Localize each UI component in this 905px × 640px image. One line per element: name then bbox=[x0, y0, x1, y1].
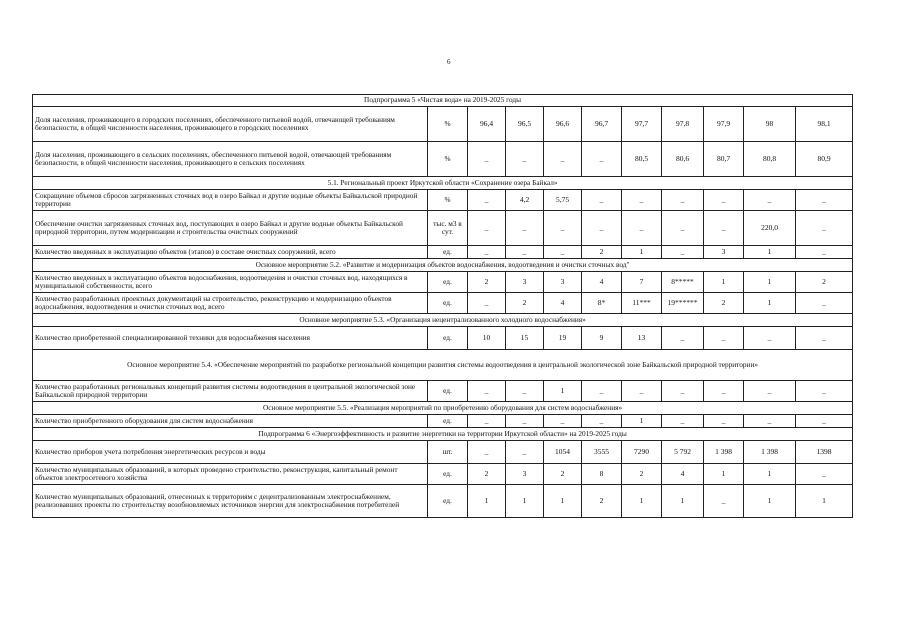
indicator-value: _ bbox=[744, 415, 796, 428]
indicator-value: _ bbox=[506, 441, 544, 464]
table-row bbox=[33, 381, 853, 402]
indicator-value: 97,9 bbox=[704, 107, 744, 142]
indicator-unit: ед. bbox=[428, 293, 468, 314]
indicator-value: 80,7 bbox=[704, 142, 744, 177]
indicator-value: 9 bbox=[582, 327, 622, 350]
indicator-name: Сокращение объемов сбросов загрязненных сточных вод в озеро Байкал и другие водные объекты Байкальской природной территории bbox=[33, 190, 428, 211]
indicator-value: 1 bbox=[744, 464, 796, 485]
section-header-row bbox=[33, 428, 853, 441]
indicator-name: Обеспечение очистки загрязненных сточных вод, поступающих в озеро Байкал и другие водные объекты Байкальской природной территории, путем модернизации и строительства очистных сооружений bbox=[33, 211, 428, 246]
indicator-value: _ bbox=[744, 381, 796, 402]
indicator-value: _ bbox=[704, 190, 744, 211]
indicator-value: 1 bbox=[704, 272, 744, 293]
indicator-value: 80,6 bbox=[662, 142, 704, 177]
indicator-unit: ед. bbox=[428, 272, 468, 293]
indicator-value: _ bbox=[796, 327, 853, 350]
indicator-value: 1 bbox=[622, 415, 662, 428]
section-header-row bbox=[33, 314, 853, 327]
indicator-value: _ bbox=[704, 415, 744, 428]
indicator-unit: тыс. м3 в сут. bbox=[428, 211, 468, 246]
indicator-unit: ед. bbox=[428, 327, 468, 350]
indicator-value: _ bbox=[704, 381, 744, 402]
indicator-value: 1 bbox=[704, 464, 744, 485]
indicator-value: _ bbox=[622, 211, 662, 246]
indicator-value: 3 bbox=[704, 246, 744, 259]
indicator-value: 80,9 bbox=[796, 142, 853, 177]
section-title: Основное мероприятие 5.4. «Обеспечение мероприятий по разработке региональной концепции развития системы водоотведения в центральной экологической зоне Байкальской природной территории» bbox=[33, 350, 853, 381]
indicator-value: 1 398 bbox=[704, 441, 744, 464]
indicator-value: _ bbox=[796, 381, 853, 402]
indicator-value: 80,8 bbox=[744, 142, 796, 177]
indicator-value: 19 bbox=[544, 327, 582, 350]
section-title: Подпрограмма 6 «Энергоэффективность и развитие энергетики на территории Иркутской области» на 2019-2025 годы bbox=[33, 428, 853, 441]
section-title: Основное мероприятие 5.3. «Организация нецентрализованного холодного водоснабжения» bbox=[33, 314, 853, 327]
indicator-unit: ед. bbox=[428, 381, 468, 402]
indicator-value: _ bbox=[662, 415, 704, 428]
indicator-unit: % bbox=[428, 107, 468, 142]
table-row bbox=[33, 190, 853, 211]
indicator-unit: ед. bbox=[428, 415, 468, 428]
indicator-value: _ bbox=[582, 190, 622, 211]
indicator-value: 3555 bbox=[582, 441, 622, 464]
section-title: 5.1. Региональный проект Иркутской области «Сохранение озера Байкал» bbox=[33, 177, 853, 190]
indicator-value: _ bbox=[506, 415, 544, 428]
indicator-value: 2 bbox=[506, 293, 544, 314]
table-row bbox=[33, 464, 853, 485]
indicator-value: 13 bbox=[622, 327, 662, 350]
indicator-name: Количество приобретенного оборудования для систем водоснабжения bbox=[33, 415, 428, 428]
indicator-value: _ bbox=[796, 415, 853, 428]
indicator-value: 2 bbox=[796, 272, 853, 293]
indicator-value: _ bbox=[582, 415, 622, 428]
indicator-value: 3 bbox=[506, 272, 544, 293]
indicator-value: _ bbox=[544, 211, 582, 246]
indicator-value: _ bbox=[662, 190, 704, 211]
table-row bbox=[33, 142, 853, 177]
table-row bbox=[33, 327, 853, 350]
indicator-name: Количество введенных в эксплуатацию объектов (этапов) в составе очистных сооружений, всего bbox=[33, 246, 428, 259]
indicator-value: _ bbox=[662, 327, 704, 350]
section-header-row bbox=[33, 402, 853, 415]
indicator-value: 96,5 bbox=[506, 107, 544, 142]
indicator-value: 2 bbox=[544, 464, 582, 485]
section-title: Подпрограмма 5 «Чистая вода» на 2019-2025 годы bbox=[33, 95, 853, 107]
indicator-value: 1 bbox=[506, 485, 544, 518]
section-header-row bbox=[33, 259, 853, 272]
table-row bbox=[33, 211, 853, 246]
indicator-value: _ bbox=[468, 441, 506, 464]
indicator-value: 2 bbox=[582, 485, 622, 518]
section-title: Основное мероприятие 5.2. «Развитие и модернизация объектов водоснабжения, водоотведения и очистки сточных вод" bbox=[33, 259, 853, 272]
indicator-value: 19****** bbox=[662, 293, 704, 314]
indicator-value: _ bbox=[468, 211, 506, 246]
indicator-value: 4,2 bbox=[506, 190, 544, 211]
indicator-unit: % bbox=[428, 190, 468, 211]
indicator-name: Количество приобретенной специализированной техники для водоснабжения населения bbox=[33, 327, 428, 350]
indicator-value: _ bbox=[468, 381, 506, 402]
section-title: Основное мероприятие 5.5. «Реализация мероприятий по приобретению оборудования для систем водоснабжения» bbox=[33, 402, 853, 415]
indicators-table bbox=[32, 94, 853, 518]
indicator-value: 96,4 bbox=[468, 107, 506, 142]
indicator-value: 1 bbox=[744, 293, 796, 314]
indicator-value: _ bbox=[704, 211, 744, 246]
indicator-unit: ед. bbox=[428, 246, 468, 259]
indicator-value: 1 bbox=[544, 381, 582, 402]
indicator-value: _ bbox=[796, 293, 853, 314]
table-row bbox=[33, 107, 853, 142]
indicator-value: 98 bbox=[744, 107, 796, 142]
indicator-name: Количество введенных в эксплуатацию объектов водоснабжения, водоотведения и очистки сточных вод, находящихся в муниципальной собственности, всего bbox=[33, 272, 428, 293]
indicator-name: Доля населения, проживающего в городских поселениях, обеспеченного питьевой водой, отвечающей требованиям безопасности, в общей численности населения, проживающего в городских поселениях bbox=[33, 107, 428, 142]
indicator-value: 1 bbox=[744, 485, 796, 518]
section-header-row bbox=[33, 177, 853, 190]
indicator-name: Количество муниципальных образований, в которых проведено строительство, реконструкция, капитальный ремонт объектов электросетевого хозяйства bbox=[33, 464, 428, 485]
indicator-value: _ bbox=[662, 381, 704, 402]
indicator-unit: % bbox=[428, 142, 468, 177]
indicator-value: _ bbox=[704, 327, 744, 350]
indicator-value: 220,0 bbox=[744, 211, 796, 246]
indicator-value: _ bbox=[506, 211, 544, 246]
indicator-unit: ед. bbox=[428, 464, 468, 485]
indicator-name: Доля населения, проживающего в сельских поселениях, обеспеченного питьевой водой, отвечающей требованиям безопасности, в общей численности населения, проживающего в сельских поселениях bbox=[33, 142, 428, 177]
indicator-value: _ bbox=[506, 142, 544, 177]
indicator-value: 7290 bbox=[622, 441, 662, 464]
indicator-value: _ bbox=[544, 415, 582, 428]
indicator-value: 96,7 bbox=[582, 107, 622, 142]
indicator-value: 96,6 bbox=[544, 107, 582, 142]
indicator-value: 8* bbox=[582, 293, 622, 314]
indicator-value: _ bbox=[582, 211, 622, 246]
indicator-value: _ bbox=[744, 190, 796, 211]
indicator-value: 8***** bbox=[662, 272, 704, 293]
indicator-value: _ bbox=[468, 142, 506, 177]
indicator-value: 5 792 bbox=[662, 441, 704, 464]
indicator-value: _ bbox=[662, 211, 704, 246]
indicator-value: _ bbox=[506, 381, 544, 402]
indicator-value: 1054 bbox=[544, 441, 582, 464]
indicator-value: 11*** bbox=[622, 293, 662, 314]
indicator-value: 1 bbox=[622, 246, 662, 259]
indicator-name: Количество муниципальных образований, отнесенных к территориям с децентрализованным электроснабжением, реализовавших проекты по строительству возобновляемых источников энергии для электроснабжения потребителей bbox=[33, 485, 428, 518]
indicator-value: _ bbox=[544, 246, 582, 259]
indicator-value: 10 bbox=[468, 327, 506, 350]
indicator-value: 5,75 bbox=[544, 190, 582, 211]
table-row bbox=[33, 441, 853, 464]
indicator-value: 4 bbox=[544, 293, 582, 314]
table-row bbox=[33, 485, 853, 518]
table-row bbox=[33, 293, 853, 314]
indicator-value: _ bbox=[468, 415, 506, 428]
indicator-value: 1 bbox=[662, 485, 704, 518]
indicator-value: 7 bbox=[622, 272, 662, 293]
indicator-value: _ bbox=[544, 142, 582, 177]
indicator-value: _ bbox=[796, 464, 853, 485]
indicator-value: 1398 bbox=[796, 441, 853, 464]
table-row bbox=[33, 272, 853, 293]
indicator-value: _ bbox=[704, 485, 744, 518]
indicator-value: _ bbox=[796, 190, 853, 211]
indicator-value: 2 bbox=[704, 293, 744, 314]
indicator-name: Количество приборов учета потребления энергетических ресурсов и воды bbox=[33, 441, 428, 464]
indicator-value: _ bbox=[582, 142, 622, 177]
indicator-value: 4 bbox=[662, 464, 704, 485]
indicator-value: 3 bbox=[544, 272, 582, 293]
indicator-value: 15 bbox=[506, 327, 544, 350]
indicator-value: _ bbox=[582, 381, 622, 402]
page-number: 6 bbox=[447, 58, 451, 66]
table-row bbox=[33, 246, 853, 259]
indicator-value: _ bbox=[468, 293, 506, 314]
indicator-value: 8 bbox=[582, 464, 622, 485]
indicator-value: 98,1 bbox=[796, 107, 853, 142]
indicator-value: 2 bbox=[468, 272, 506, 293]
indicator-value: 80,5 bbox=[622, 142, 662, 177]
indicator-value: 1 bbox=[796, 485, 853, 518]
indicator-value: 1 bbox=[622, 485, 662, 518]
indicator-unit: шт. bbox=[428, 441, 468, 464]
section-header-row bbox=[33, 95, 853, 107]
indicator-name: Количество разработанных региональных концепций развития системы водоотведения в центральной экологической зоне Байкальской природной территории bbox=[33, 381, 428, 402]
section-header-row bbox=[33, 350, 853, 381]
indicator-value: _ bbox=[506, 246, 544, 259]
indicator-value: 1 bbox=[744, 246, 796, 259]
indicator-value: _ bbox=[622, 190, 662, 211]
table-row bbox=[33, 415, 853, 428]
indicator-value: _ bbox=[796, 246, 853, 259]
indicator-value: 1 bbox=[468, 485, 506, 518]
indicator-value: 2 bbox=[468, 464, 506, 485]
indicator-value: _ bbox=[796, 211, 853, 246]
indicator-value: _ bbox=[744, 327, 796, 350]
indicator-name: Количество разработанных проектных документаций на строительство, реконструкцию и модернизацию объектов водоснабжения, водоотведения и очистки сточных вод, всего bbox=[33, 293, 428, 314]
indicator-value: 97,8 bbox=[662, 107, 704, 142]
indicator-value: _ bbox=[468, 246, 506, 259]
indicator-unit: ед. bbox=[428, 485, 468, 518]
indicator-value: 1 bbox=[744, 272, 796, 293]
indicator-value: 97,7 bbox=[622, 107, 662, 142]
indicator-value: _ bbox=[622, 381, 662, 402]
indicator-value: 2 bbox=[582, 246, 622, 259]
indicator-value: 1 bbox=[544, 485, 582, 518]
indicator-value: _ bbox=[662, 246, 704, 259]
indicator-value: _ bbox=[468, 190, 506, 211]
indicator-value: 4 bbox=[582, 272, 622, 293]
indicator-value: 3 bbox=[506, 464, 544, 485]
indicator-value: 1 398 bbox=[744, 441, 796, 464]
indicator-value: 2 bbox=[622, 464, 662, 485]
